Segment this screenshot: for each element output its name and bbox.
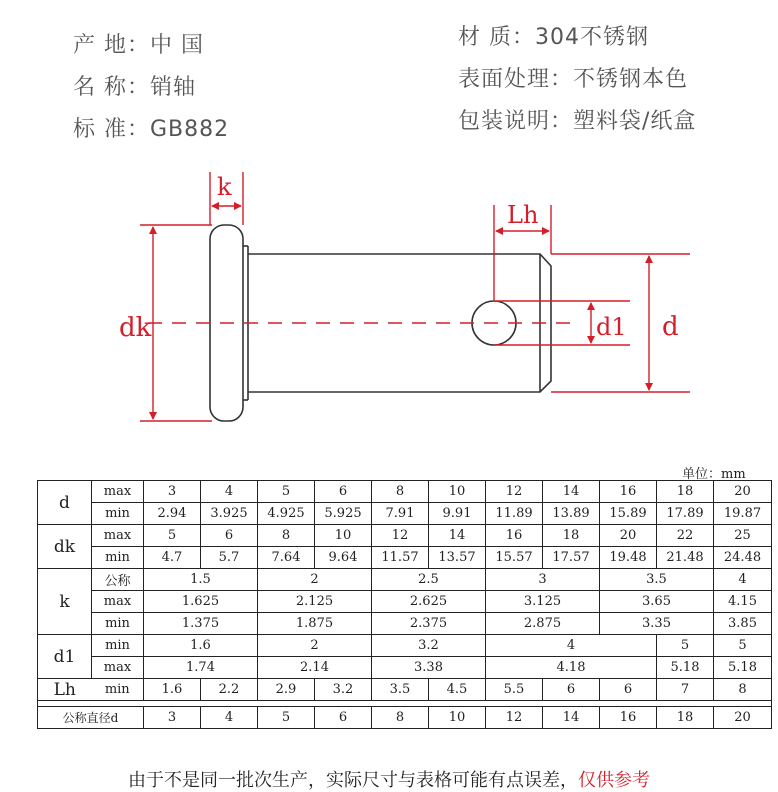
k-nominal-label: 公称 <box>92 569 144 591</box>
table-cell: 5 <box>144 525 201 547</box>
table-cell: 7.64 <box>258 547 315 569</box>
table-cell: 3 <box>144 481 201 503</box>
table-cell: 2.375 <box>372 613 486 635</box>
table-cell: 4.15 <box>714 591 772 613</box>
table-cell: 6 <box>315 707 372 729</box>
standard-text: 标 准：GB882 <box>73 117 230 142</box>
table-cell: 5.7 <box>201 547 258 569</box>
table-row-d1-min <box>38 635 772 657</box>
table-cell: 2.14 <box>258 657 372 679</box>
table-cell: 2 <box>258 635 372 657</box>
table-cell: 5 <box>258 481 315 503</box>
table-cell: 21.48 <box>657 547 714 569</box>
table-cell: 7.91 <box>372 503 429 525</box>
table-row-nominal <box>38 707 772 729</box>
table-cell: 8 <box>714 679 772 701</box>
k-row-header: k <box>38 569 92 635</box>
table-cell: 3.925 <box>201 503 258 525</box>
table-cell: 3.85 <box>714 613 772 635</box>
d1-min-label: min <box>92 635 144 657</box>
table-cell: 12 <box>486 707 543 729</box>
dk-label: dk <box>119 313 152 343</box>
table-cell: 14 <box>543 707 600 729</box>
table-cell: 13.89 <box>543 503 600 525</box>
table-cell: 1.6 <box>144 679 201 701</box>
table-cell: 8 <box>372 481 429 503</box>
material-text: 材 质：304不锈钢 <box>458 25 649 50</box>
table-row-dk-min <box>38 547 772 569</box>
table-cell: 11.89 <box>486 503 543 525</box>
table-cell: 3.2 <box>372 635 486 657</box>
table-cell: 5 <box>258 707 315 729</box>
nominal-diameter-label: 公称直径d <box>38 707 144 729</box>
table-cell: 24.48 <box>714 547 772 569</box>
table-cell: 6 <box>201 525 258 547</box>
clevis-pin-drawing <box>0 160 778 450</box>
table-cell: 17.89 <box>657 503 714 525</box>
table-row-dk-max <box>38 525 772 547</box>
table-cell: 4 <box>714 569 772 591</box>
table-cell: 5.18 <box>657 657 714 679</box>
table-cell: 6 <box>600 679 657 701</box>
table-cell: 3.125 <box>486 591 600 613</box>
table-cell: 4.5 <box>429 679 486 701</box>
table-cell: 20 <box>714 707 772 729</box>
table-cell: 2.625 <box>372 591 486 613</box>
table-cell: 3.65 <box>600 591 714 613</box>
table-cell: 10 <box>429 707 486 729</box>
table-cell: 3.38 <box>372 657 486 679</box>
table-cell: 16 <box>486 525 543 547</box>
product-name-text: 名 称：销轴 <box>73 75 196 100</box>
table-row-k-nominal <box>38 569 772 591</box>
k-min-label: min <box>92 613 144 635</box>
d-label: d <box>662 312 679 342</box>
d-min-label: min <box>92 503 144 525</box>
disclaimer-note <box>0 766 778 792</box>
table-cell: 2.2 <box>201 679 258 701</box>
lh-min-label: min <box>92 679 144 701</box>
table-cell: 18 <box>657 707 714 729</box>
table-cell: 13.57 <box>429 547 486 569</box>
table-cell: 5 <box>657 635 714 657</box>
table-cell: 3.5 <box>600 569 714 591</box>
d1-row-header: d1 <box>38 635 92 679</box>
table-cell: 2.5 <box>372 569 486 591</box>
table-cell: 3.2 <box>315 679 372 701</box>
table-cell: 10 <box>315 525 372 547</box>
table-cell: 4.7 <box>144 547 201 569</box>
table-cell: 3.5 <box>372 679 429 701</box>
table-row-lh-min <box>38 679 772 701</box>
table-cell: 16 <box>600 707 657 729</box>
packaging-text: 包装说明：塑料袋/纸盒 <box>458 109 697 134</box>
table-cell: 15.57 <box>486 547 543 569</box>
table-cell: 5.925 <box>315 503 372 525</box>
table-cell: 3 <box>144 707 201 729</box>
d1-max-label: max <box>92 657 144 679</box>
disclaimer-text: 由于不是同一批次生产，实际尺寸与表格可能有点误差， <box>128 770 578 791</box>
d-max-label: max <box>92 481 144 503</box>
table-row-d-min <box>38 503 772 525</box>
table-cell: 9.91 <box>429 503 486 525</box>
dk-min-label: min <box>92 547 144 569</box>
table-cell: 18 <box>543 525 600 547</box>
table-cell: 5 <box>714 635 772 657</box>
table-cell: 2.94 <box>144 503 201 525</box>
lh-row-header: Lh <box>38 679 92 701</box>
table-cell: 1.5 <box>144 569 258 591</box>
d-row-header: d <box>38 481 92 525</box>
table-cell: 2 <box>258 569 372 591</box>
table-cell: 14 <box>429 525 486 547</box>
table-cell: 25 <box>714 525 772 547</box>
table-cell: 7 <box>657 679 714 701</box>
dimension-table <box>37 480 772 729</box>
d1-label: d1 <box>596 313 627 341</box>
k-label: k <box>217 173 232 201</box>
table-cell: 5.5 <box>486 679 543 701</box>
table-row-k-min <box>38 613 772 635</box>
dimension-lines <box>140 172 690 421</box>
table-cell: 17.57 <box>543 547 600 569</box>
table-cell: 22 <box>657 525 714 547</box>
table-cell: 5.18 <box>714 657 772 679</box>
table-cell: 18 <box>657 481 714 503</box>
dk-row-header: dk <box>38 525 92 569</box>
table-cell: 4 <box>201 707 258 729</box>
table-cell: 14 <box>543 481 600 503</box>
table-cell: 9.64 <box>315 547 372 569</box>
table-cell: 4 <box>486 635 657 657</box>
lh-label: Lh <box>507 201 539 229</box>
table-cell: 1.875 <box>258 613 372 635</box>
table-cell: 19.48 <box>600 547 657 569</box>
origin-text: 产 地：中 国 <box>73 33 204 58</box>
table-cell: 2.875 <box>486 613 600 635</box>
unit-label: 单位：mm <box>682 467 746 482</box>
table-cell: 6 <box>315 481 372 503</box>
table-cell: 4.925 <box>258 503 315 525</box>
table-cell: 19.87 <box>714 503 772 525</box>
reference-only-text: 仅供参考 <box>578 770 650 791</box>
table-cell: 4.18 <box>486 657 657 679</box>
table-cell: 10 <box>429 481 486 503</box>
table-cell: 12 <box>372 525 429 547</box>
table-cell: 1.375 <box>144 613 258 635</box>
table-cell: 2.9 <box>258 679 315 701</box>
table-row-d1-max <box>38 657 772 679</box>
table-cell: 20 <box>600 525 657 547</box>
table-cell: 4 <box>201 481 258 503</box>
pin-outline <box>210 225 551 421</box>
table-cell: 3.35 <box>600 613 714 635</box>
table-row-d-max <box>38 481 772 503</box>
table-cell: 8 <box>372 707 429 729</box>
table-cell: 1.74 <box>144 657 258 679</box>
dk-max-label: max <box>92 525 144 547</box>
table-cell: 20 <box>714 481 772 503</box>
table-cell: 6 <box>543 679 600 701</box>
table-cell: 12 <box>486 481 543 503</box>
table-cell: 2.125 <box>258 591 372 613</box>
table-cell: 3 <box>486 569 600 591</box>
table-cell: 16 <box>600 481 657 503</box>
table-cell: 1.6 <box>144 635 258 657</box>
table-row-k-max <box>38 591 772 613</box>
k-max-label: max <box>92 591 144 613</box>
table-cell: 11.57 <box>372 547 429 569</box>
table-cell: 15.89 <box>600 503 657 525</box>
surface-treatment-text: 表面处理：不锈钢本色 <box>458 67 689 92</box>
table-cell: 8 <box>258 525 315 547</box>
table-cell: 1.625 <box>144 591 258 613</box>
